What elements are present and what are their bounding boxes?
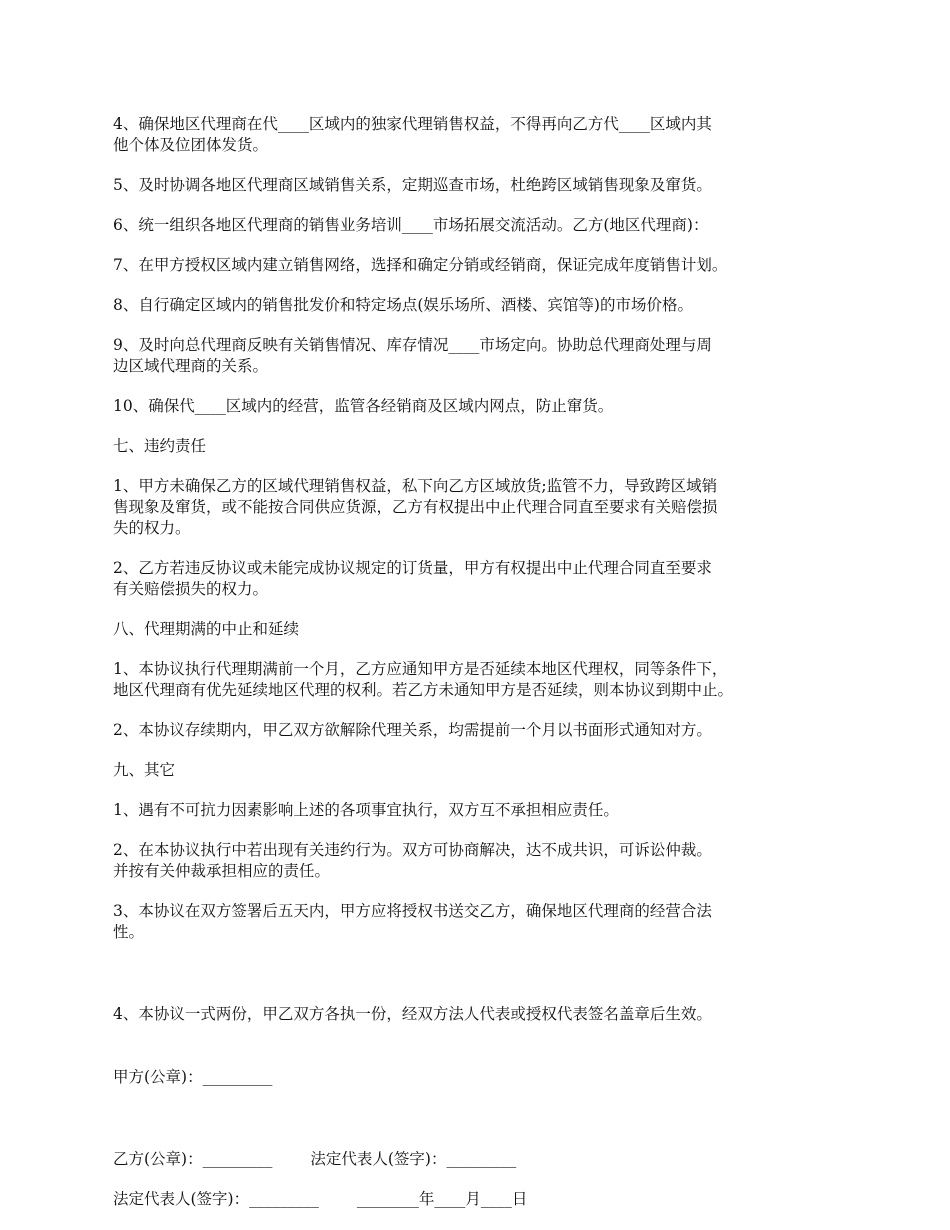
clause-paragraph: [113, 335, 840, 377]
clause-paragraph: [113, 436, 840, 457]
clause-line: 1、甲方未确保乙方的区域代理销售权益，私下向乙方区域放货;监管不力，导致跨区域销: [113, 477, 718, 495]
clause-paragraph: [113, 215, 840, 236]
signing-date: ________年____月____日: [356, 1190, 528, 1208]
clause-line: 3、本协议在双方签署后五天内，甲方应将授权书送交乙方，确保地区代理商的经营合法: [113, 902, 712, 920]
clause-line: 8、自行确定区域内的销售批发价和特定场点(娱乐场所、酒楼、宾馆等)的市场价格。: [113, 296, 693, 314]
clause-paragraph: [113, 114, 840, 156]
clause-line: 4、确保地区代理商在代____区域内的独家代理销售权益，不得再向乙方代____区域内其: [113, 115, 712, 133]
clause-line: 并按有关仲裁承担相应的责任。: [113, 862, 331, 880]
legal-rep-signature-1: 法定代表人(签字)：_________: [310, 1150, 517, 1168]
clause-line: 售现象及窜货，或不能按合同供应货源，乙方有权提出中止代理合同直至要求有关赔偿损: [113, 498, 718, 516]
clause-line: 2、本协议存续期内，甲乙双方欲解除代理关系，均需提前一个月以书面形式通知对方。: [113, 721, 712, 739]
clause-paragraph: [113, 558, 840, 600]
clause-paragraph: [113, 255, 840, 276]
clause-line: 边区域代理商的关系。: [113, 357, 269, 375]
clause-line: 1、遇有不可抗力因素影响上述的各项事宜执行，双方互不承担相应责任。: [113, 801, 619, 819]
clause-line: 6、统一组织各地区代理商的销售业务培训____市场拓展交流活动。乙方(地区代理商)：: [113, 216, 709, 234]
clause-paragraph: [113, 175, 840, 196]
clause-line: 2、乙方若违反协议或未能完成协议规定的订货量，甲方有权提出中止代理合同直至要求: [113, 559, 712, 577]
signature-row-1: [113, 1149, 840, 1170]
signature-row-2: [113, 1189, 840, 1210]
clause-line: 有关赔偿损失的权力。: [113, 580, 269, 598]
closing-paragraph: [113, 962, 840, 1130]
clause-line: 10、确保代____区域内的经营，监管各经销商及区域内网点，防止窜货。: [113, 397, 614, 415]
clause-paragraph: [113, 720, 840, 741]
clause-paragraph: [113, 840, 840, 882]
party-a-seal: 甲方(公章)：_________: [113, 1068, 273, 1086]
clause-line: 9、及时向总代理商反映有关销售情况、库存情况____市场定向。协助总代理商处理与周: [113, 336, 712, 354]
clause-line: 7、在甲方授权区域内建立销售网络，选择和确定分销或经销商，保证完成年度销售计划。: [113, 256, 728, 274]
clause-line: 2、在本协议执行中若出现有关违约行为。双方可协商解决，达不成共识，可诉讼仲裁。: [113, 841, 712, 859]
clause-line: 七、违约责任: [113, 437, 207, 455]
clause-line: 八、代理期满的中止和延续: [113, 620, 300, 638]
clause-list: [113, 114, 840, 943]
clause-line: 他个体及位团体发货。: [113, 136, 269, 154]
clause-line: 失的权力。: [113, 519, 191, 537]
closing-line: 4、本协议一式两份，甲乙双方各执一份，经双方法人代表或授权代表签名盖章后生效。: [113, 1005, 712, 1023]
clause-paragraph: [113, 800, 840, 821]
clause-paragraph: [113, 760, 840, 781]
clause-paragraph: [113, 295, 840, 316]
clause-paragraph: [113, 659, 840, 701]
clause-line: 地区代理商有优先延续地区代理的权利。若乙方未通知甲方是否延续，则本协议到期中止。: [113, 681, 734, 699]
clause-line: 性。: [113, 923, 145, 941]
legal-rep-signature-2: 法定代表人(签字)：_________: [113, 1190, 319, 1208]
clause-line: 1、本协议执行代理期满前一个月，乙方应通知甲方是否延续本地区代理权，同等条件下，: [113, 660, 728, 678]
clause-paragraph: [113, 901, 840, 943]
clause-paragraph: [113, 619, 840, 640]
clause-line: 5、及时协调各地区代理商区域销售关系，定期巡查市场，杜绝跨区域销售现象及窜货。: [113, 176, 712, 194]
clause-paragraph: [113, 396, 840, 417]
clause-line: 九、其它: [113, 761, 176, 779]
clause-paragraph: [113, 476, 840, 539]
party-b-seal: 乙方(公章)：_________: [113, 1150, 273, 1168]
